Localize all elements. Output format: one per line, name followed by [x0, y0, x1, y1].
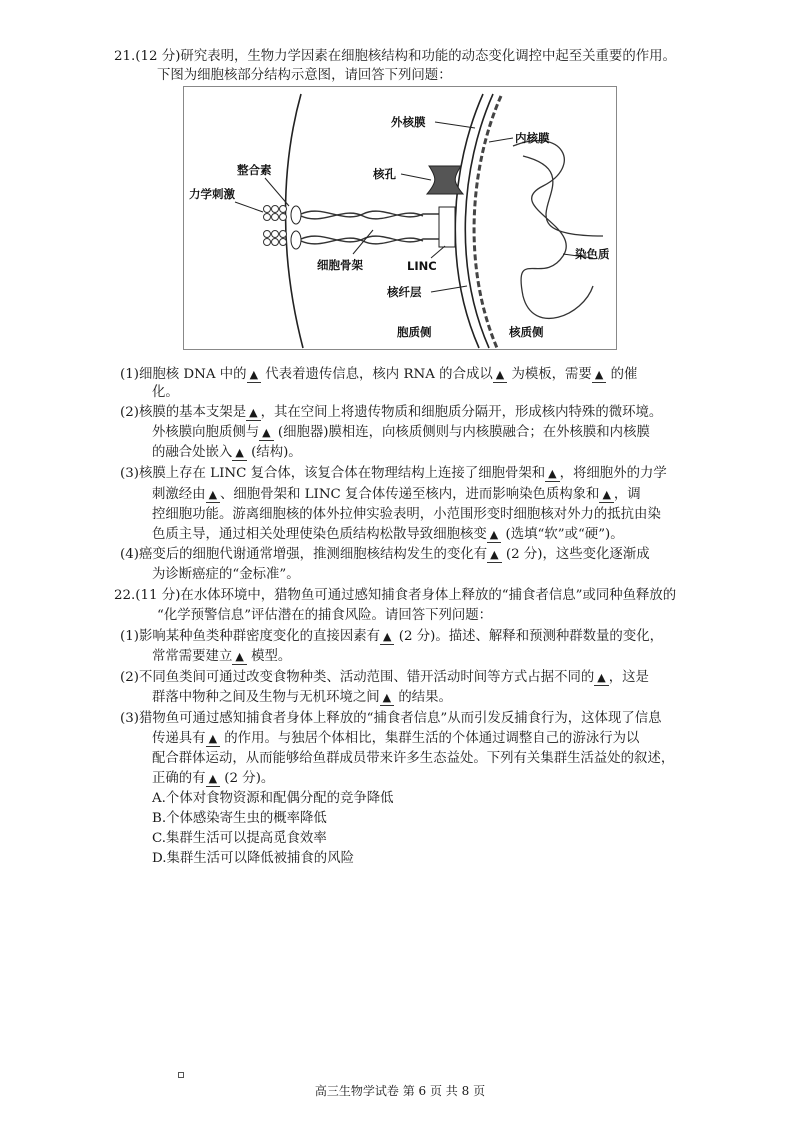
answer-blank[interactable]: ▲: [206, 770, 220, 788]
label-linc: LINC: [407, 259, 437, 273]
label-outer-membrane: 外核膜: [391, 115, 426, 129]
q21-part1-line1: (1)细胞核 DNA 中的 ▲ 代表着遗传信息，核内 RNA 的合成以 ▲ 为模板，需要 ▲ 的催: [120, 367, 638, 382]
page-mark: [178, 1072, 184, 1078]
answer-blank[interactable]: ▲: [599, 486, 613, 504]
integrin-receptor: [291, 206, 301, 224]
answer-blank[interactable]: ▲: [545, 465, 559, 483]
q21-part1-line2: 化。: [152, 385, 179, 400]
answer-blank[interactable]: ▲: [246, 404, 260, 422]
q21-heading: 21.(12 分)研究表明，生物力学因素在细胞核结构和功能的动态变化调控中起至关重要的作用。: [114, 49, 676, 64]
label-stimulus: 力学刺激: [189, 187, 235, 201]
label-pore: 核孔: [373, 167, 396, 181]
q22-part2-line1: (2)不同鱼类间可通过改变食物种类、活动范围、错开活动时间等方式占据不同的 ▲ ，这是: [120, 670, 649, 685]
answer-blank[interactable]: ▲: [487, 526, 501, 544]
page-footer: 高三生物学试卷 第 6 页 共 8 页: [314, 1084, 486, 1098]
q22-part3-line1: (3)猎物鱼可通过感知捕食者身体上释放的“捕食者信息”从而引发反捕食行为，这体现了信息: [120, 711, 662, 726]
answer-blank[interactable]: ▲: [206, 730, 220, 748]
answer-blank[interactable]: ▲: [232, 444, 246, 462]
q22-option-b[interactable]: B.个体感染寄生虫的概率降低: [152, 811, 327, 826]
answer-blank[interactable]: ▲: [592, 366, 606, 384]
q21-subheading: 下图为细胞核部分结构示意图，请回答下列问题：: [157, 68, 452, 83]
answer-blank[interactable]: ▲: [206, 486, 220, 504]
label-lamina: 核纤层: [387, 285, 422, 299]
label-integrin: 整合素: [237, 163, 272, 177]
answer-blank[interactable]: ▲: [259, 424, 273, 442]
q21-part2-line3: 的融合处嵌入 ▲ (结构)。: [152, 445, 302, 460]
q22-part2-line2: 群落中物种之间及生物与无机环境之间 ▲ 的结果。: [152, 690, 452, 705]
q21-part4-line2: 为诊断癌症的“金标准”。: [152, 567, 300, 582]
q22-part1-line1: (1)影响某种鱼类种群密度变化的直接因素有 ▲ (2 分)。描述、解释和预测种群数量的变化，: [120, 629, 663, 644]
q21-part3-line3: 控细胞功能。游离细胞核的体外拉伸实验表明，小范围形变时细胞核对外力的抵抗由染: [152, 507, 661, 522]
q22-option-d[interactable]: D.集群生活可以降低被捕食的风险: [152, 851, 354, 866]
label-inner-membrane: 内核膜: [515, 131, 550, 145]
q22-option-c[interactable]: C.集群生活可以提高觅食效率: [152, 831, 327, 846]
linc-complex: [439, 207, 455, 247]
integrin-receptor: [291, 231, 301, 249]
q22-part3-line2: 传递具有 ▲ 的作用。与独居个体相比，集群生活的个体通过调整自己的游泳行为以: [152, 731, 640, 746]
label-nucleoplasm-side: 核质侧: [509, 325, 544, 339]
q21-part3-line2: 刺激经由 ▲ 、细胞骨架和 LINC 复合体传递至核内，进而影响染色质构象和 ▲ ，调: [152, 487, 641, 502]
q22-heading: 22.(11 分)在水体环境中，猎物鱼可通过感知捕食者身体上释放的“捕食者信息”或同种鱼释放的: [114, 588, 677, 603]
answer-blank[interactable]: ▲: [232, 648, 246, 666]
q22-part3-line4: 正确的有 ▲ (2 分)。: [152, 771, 275, 786]
answer-blank[interactable]: ▲: [487, 546, 501, 564]
q21-part2-line1: (2)核膜的基本支架是 ▲ ，其在空间上将遗传物质和细胞质分隔开，形成核内特殊的微环境。: [120, 405, 663, 420]
label-cytoskeleton: 细胞骨架: [317, 258, 363, 272]
answer-blank[interactable]: ▲: [247, 366, 261, 384]
answer-blank[interactable]: ▲: [594, 669, 608, 687]
q21-part3-line4: 色质主导，通过相关处理使染色质结构松散导致细胞核变 ▲ (选填“软”或“硬”)。: [152, 527, 624, 542]
q21-part3-line1: (3)核膜上存在 LINC 复合体，该复合体在物理结构上连接了细胞骨架和 ▲ ，将细胞外的力学: [120, 466, 667, 481]
q21-part2-line2: 外核膜向胞质侧与 ▲ (细胞器)膜相连，向核质侧则与内核膜融合；在外核膜和内核膜: [152, 425, 650, 440]
q21-part4-line1: (4)癌变后的细胞代谢通常增强，推测细胞核结构发生的变化有 ▲ (2 分)，这些变化逐渐成: [120, 547, 650, 562]
q22-subheading: “化学预警信息”评估潜在的捕食风险。请回答下列问题：: [157, 608, 493, 623]
label-chromatin: 染色质: [575, 247, 610, 261]
answer-blank[interactable]: ▲: [380, 689, 394, 707]
label-cytoplasm-side: 胞质侧: [397, 325, 432, 339]
q22-part1-line2: 常常需要建立 ▲ 模型。: [152, 649, 292, 664]
answer-blank[interactable]: ▲: [380, 628, 394, 646]
answer-blank[interactable]: ▲: [493, 366, 507, 384]
q22-part3-line3: 配合群体运动，从而能够给鱼群成员带来许多生态益处。下列有关集群生活益处的叙述，: [152, 751, 675, 766]
q22-option-a[interactable]: A.个体对食物资源和配偶分配的竞争降低: [152, 791, 394, 806]
nucleus-structure-figure: [183, 86, 617, 350]
